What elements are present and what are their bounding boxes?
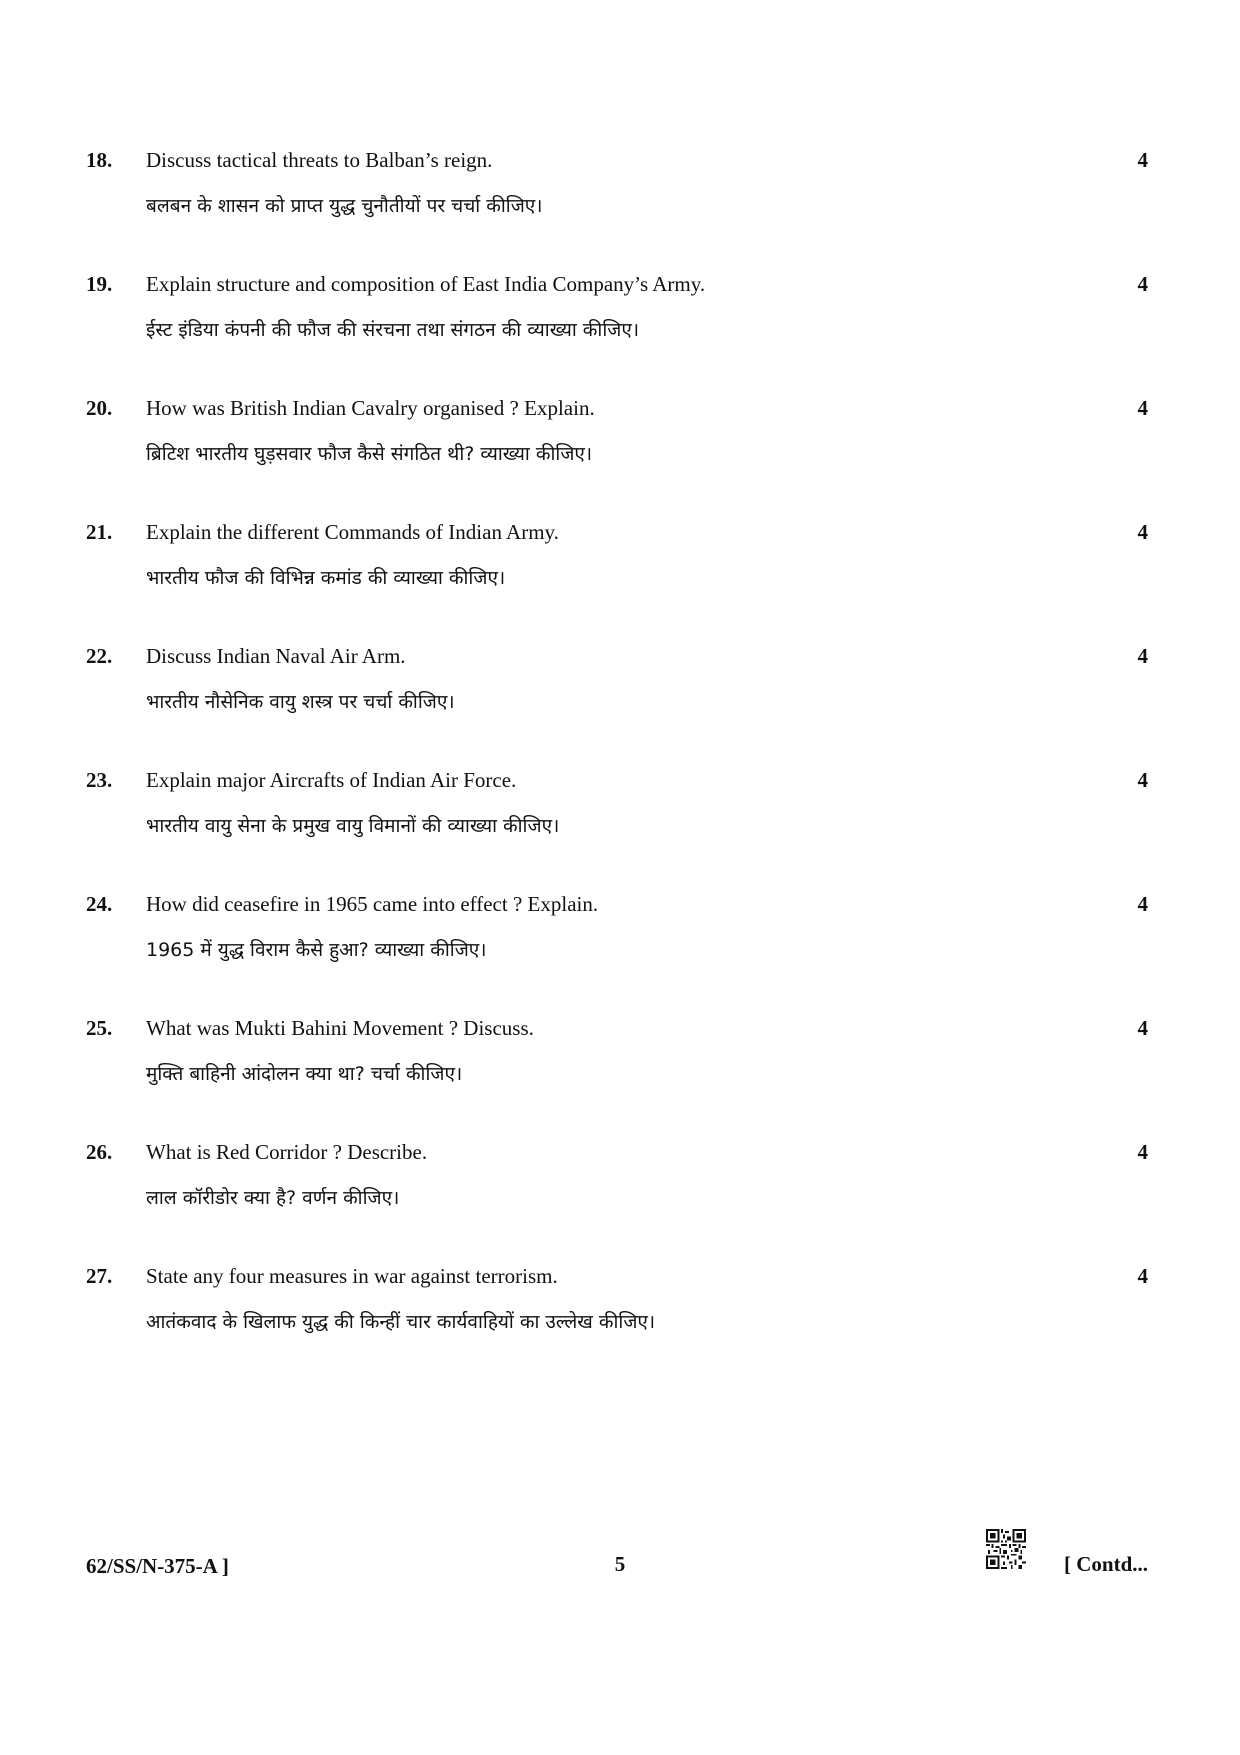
question-marks: 4 <box>1137 272 1148 296</box>
question-text-hindi: भारतीय फौज की विभिन्न कमांड की व्याख्या कीजिए। <box>146 567 506 589</box>
question-text-hindi: भारतीय नौसेनिक वायु शस्त्र पर चर्चा कीजिए। <box>146 691 455 713</box>
question-19 <box>86 269 1160 369</box>
question-text-hindi: 1965 में युद्ध विराम कैसे हुआ? व्याख्या कीजिए। <box>146 939 487 961</box>
question-number: 18. <box>86 148 113 172</box>
question-text-hindi: ईस्ट इंडिया कंपनी की फौज की संरचना तथा संगठन की व्याख्या कीजिए। <box>146 319 640 341</box>
question-27 <box>86 1261 1160 1361</box>
question-22 <box>86 641 1160 741</box>
question-text-hindi: बलबन के शासन को प्राप्त युद्ध चुनौतीयों पर चर्चा कीजिए। <box>146 195 543 217</box>
question-text-english: State any four measures in war against terrorism. <box>146 1264 558 1288</box>
question-marks: 4 <box>1137 644 1148 668</box>
continued-label: [ Contd... <box>1063 1552 1148 1576</box>
page-number: 5 <box>614 1552 626 1576</box>
question-number: 19. <box>86 272 113 296</box>
paper-code: 62/SS/N-375-A ] <box>86 1554 229 1578</box>
question-number: 23. <box>86 768 113 792</box>
question-18 <box>86 145 1160 245</box>
question-text-hindi: आतंकवाद के खिलाफ युद्ध की किन्हीं चार कार्यवाहियों का उल्लेख कीजिए। <box>146 1311 656 1333</box>
question-text-hindi: मुक्ति बाहिनी आंदोलन क्या था? चर्चा कीजिए। <box>146 1063 463 1085</box>
question-marks: 4 <box>1137 520 1148 544</box>
question-number: 22. <box>86 644 113 668</box>
question-marks: 4 <box>1137 1264 1148 1288</box>
question-24 <box>86 889 1160 989</box>
question-text-english: How was British Indian Cavalry organised ? Explain. <box>146 396 595 420</box>
question-text-english: What was Mukti Bahini Movement ? Discuss. <box>146 1016 534 1040</box>
question-marks: 4 <box>1137 1140 1148 1164</box>
question-26 <box>86 1137 1160 1237</box>
question-number: 25. <box>86 1016 113 1040</box>
question-text-english: Explain the different Commands of Indian Army. <box>146 520 559 544</box>
qr-code-icon <box>986 1529 1026 1569</box>
question-number: 21. <box>86 520 113 544</box>
question-text-hindi: लाल कॉरीडोर क्या है? वर्णन कीजिए। <box>146 1187 400 1209</box>
question-text-english: How did ceasefire in 1965 came into effect ? Explain. <box>146 892 599 916</box>
question-text-english: What is Red Corridor ? Describe. <box>146 1140 428 1164</box>
question-number: 24. <box>86 892 113 916</box>
question-text-hindi: भारतीय वायु सेना के प्रमुख वायु विमानों की व्याख्या कीजिए। <box>146 815 560 837</box>
question-25 <box>86 1013 1160 1113</box>
question-text-english: Discuss tactical threats to Balban’s reign. <box>146 148 493 172</box>
question-text-english: Explain major Aircrafts of Indian Air Force. <box>146 768 517 792</box>
question-number: 26. <box>86 1140 113 1164</box>
question-21 <box>86 517 1160 617</box>
question-20 <box>86 393 1160 493</box>
question-marks: 4 <box>1137 396 1148 420</box>
question-text-english: Explain structure and composition of East India Company’s Army. <box>146 272 706 296</box>
question-marks: 4 <box>1137 1016 1148 1040</box>
question-number: 27. <box>86 1264 113 1288</box>
question-marks: 4 <box>1137 892 1148 916</box>
question-text-english: Discuss Indian Naval Air Arm. <box>146 644 406 668</box>
question-marks: 4 <box>1137 148 1148 172</box>
question-marks: 4 <box>1137 768 1148 792</box>
question-text-hindi: ब्रिटिश भारतीय घुड़सवार फौज कैसे संगठित थी? व्याख्या कीजिए। <box>146 443 593 465</box>
question-number: 20. <box>86 396 113 420</box>
question-23 <box>86 765 1160 865</box>
